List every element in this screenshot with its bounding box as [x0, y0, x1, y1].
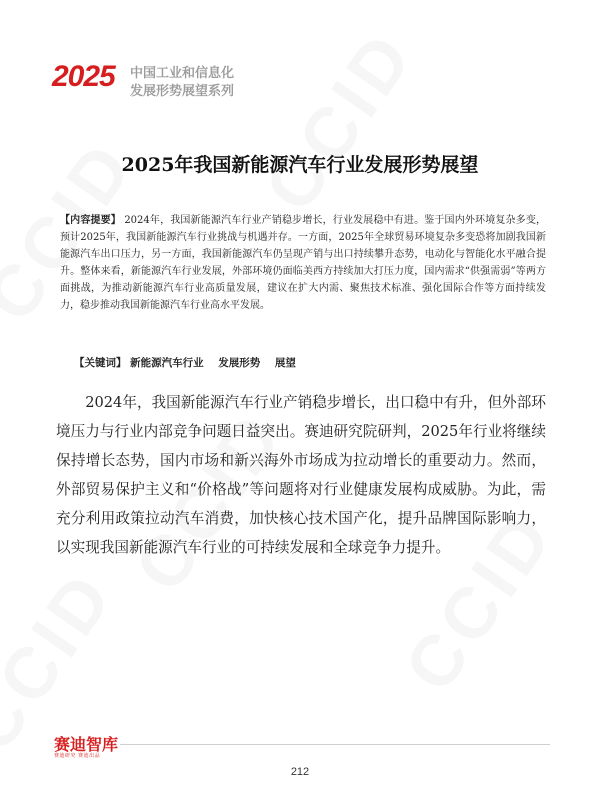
- keywords-text: 新能源汽车行业 发展形势 展望: [130, 357, 296, 369]
- watermark: [249, 16, 431, 227]
- series-title-line2: 发展形势展望系列: [130, 84, 235, 99]
- abstract-label: 【内容提要】: [60, 215, 121, 226]
- keywords: [74, 355, 544, 370]
- page-number: 212: [290, 766, 310, 778]
- year-logo: 2025: [52, 60, 115, 93]
- footer-logo: 赛迪智库: [54, 735, 119, 754]
- abstract: [60, 212, 546, 314]
- document-title: 2025年我国新能源汽车行业发展形势展望: [121, 154, 479, 176]
- keywords-label: 【关键词】: [74, 357, 127, 369]
- abstract-text: 2024年，我国新能源汽车行业产销稳步增长，行业发展稳中有进。鉴于国内外环境复杂多变，预计2025年，我国新能源汽车行业挑战与机遇并存。一方面，2025年全球贸易环境复杂多变恐将加剧我国新能源汽车出口压力，另一方面，我国新能源汽车仍呈现产销与出口持续攀升态势，电动化与智能化水平融合提升。整体来看，新能源汽车行业发展，外部环境仍面临美西方持续加大打压力度，国内需求“供强需弱”等两方面挑战，为推动新能源汽车行业高质量发展，建议在扩大内需、聚焦技术标准、强化国际合作等方面持续发力，稳步推动我国新能源汽车行业高水平发展。: [60, 215, 547, 311]
- body-paragraph: 2024年，我国新能源汽车行业产销稳步增长，出口稳中有升，但外部环境压力与行业内部竞争问题日益突出。赛迪研究院研判，2025年行业将继续保持增长态势，国内市场和新兴海外市场成为拉动增长的重要动力。然而，外部贸易保护主义和“价格战”等问题将对行业健康发展构成威胁。为此，需充分利用政策拉动汽车消费，加快核心技术国产化，提升品牌国际影响力，以实现我国新能源汽车行业的可持续发展和全球竞争力提升。: [56, 394, 546, 556]
- footer-divider: [120, 744, 550, 745]
- series-header: [52, 60, 302, 110]
- series-title-line1: 中国工业和信息化: [130, 66, 235, 81]
- footer-logo-subtitle: 赛迪研究 赛迪出品: [54, 753, 101, 759]
